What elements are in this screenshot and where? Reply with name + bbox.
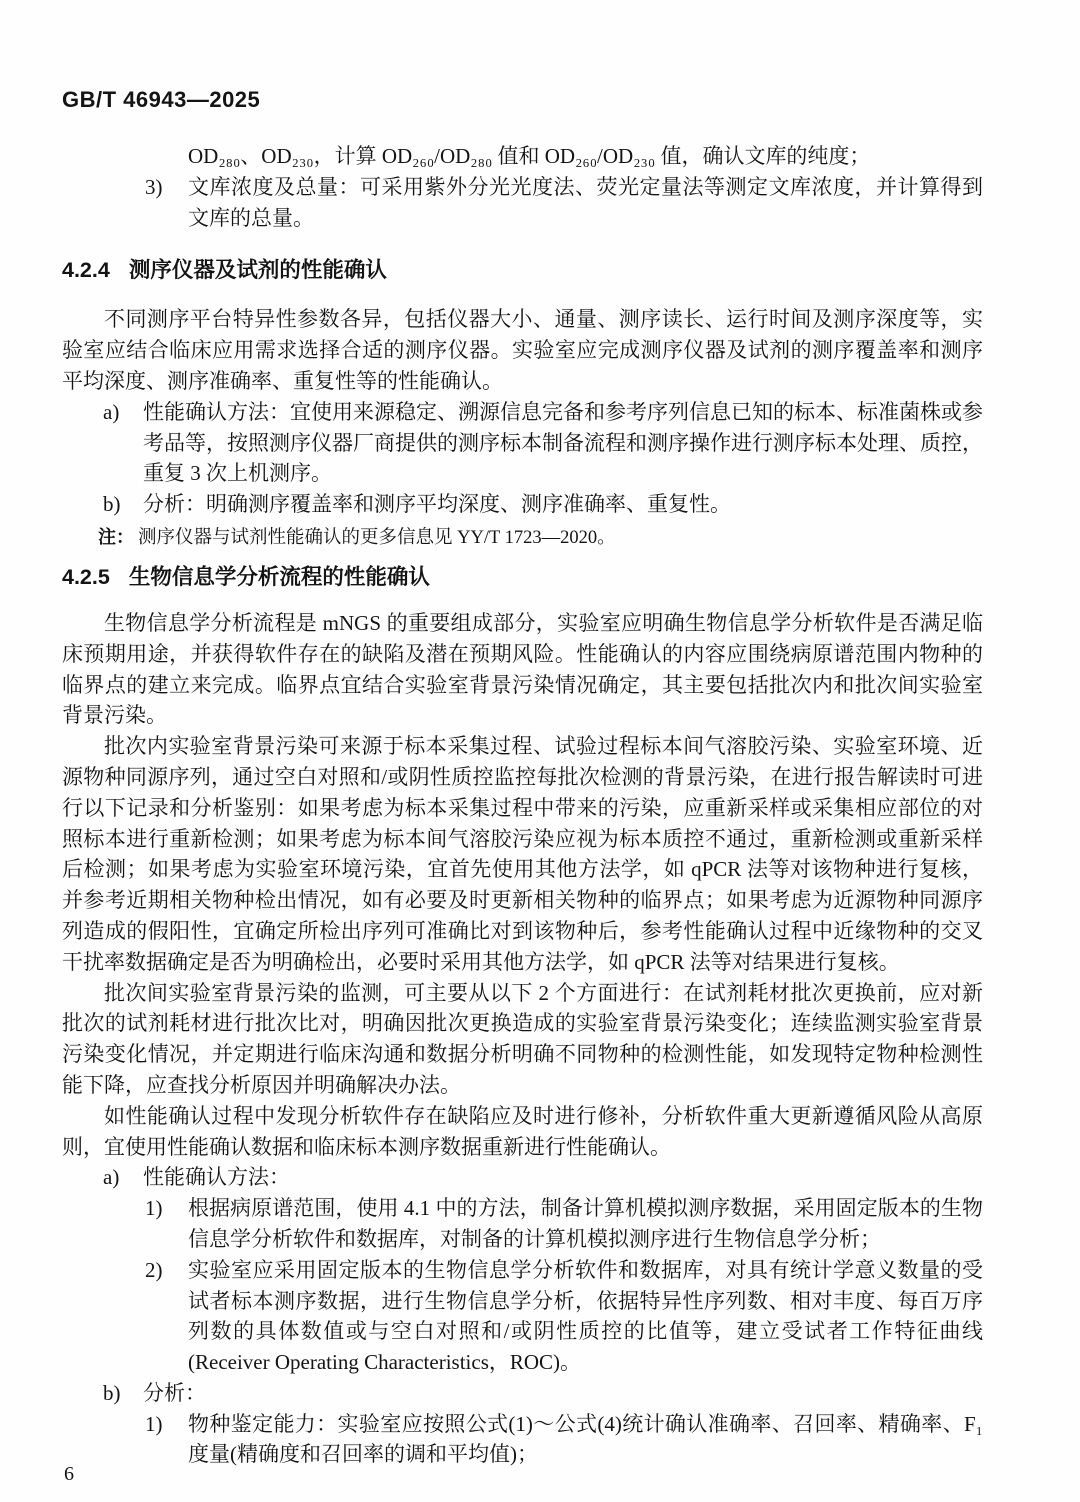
item-text: 根据病原谱范围，使用 4.1 中的方法，制备计算机模拟测序数据，采用固定版本的生物信息学分析软件和数据库，对制备的计算机模拟测序进行生物信息学分析； — [188, 1196, 983, 1251]
item-marker: 1) — [145, 1196, 163, 1221]
item-marker: 1) — [145, 1411, 163, 1436]
section-number: 4.2.4 — [62, 258, 110, 283]
numbered-item-3 — [62, 172, 983, 234]
item-marker: 2) — [145, 1257, 163, 1282]
paragraph: 如性能确认过程中发现分析软件存在缺陷应及时进行修补，分析软件重大更新遵循风险从高原则，宜使用性能确认数据和临床标本测序数据重新进行性能确认。 — [62, 1103, 983, 1159]
numbered-sub-item-1 — [62, 1193, 983, 1255]
item-marker: a) — [103, 1165, 120, 1190]
note-text: 测序仪器与试剂性能确认的更多信息见 YY/T 1723—2020。 — [138, 527, 616, 548]
item-text: 分析：明确测序覆盖率和测序平均深度、测序准确率、重复性。 — [143, 492, 731, 517]
item-text: 文库浓度及总量：可采用紫外分光光度法、荧光定量法等测定文库浓度，并计算得到文库的总量。 — [188, 174, 983, 230]
section-title: 测序仪器及试剂的性能确认 — [128, 258, 387, 283]
item-text: 性能确认方法： — [143, 1165, 290, 1190]
paragraph: 不同测序平台特异性参数各异，包括仪器大小、通量、测序读长、运行时间及测序深度等，实验室应结合临床应用需求选择合适的测序仪器。实验室应完成测序仪器及试剂的测序覆盖率和测序平均深度、测序准确率、重复性等的性能确认。 — [62, 307, 983, 393]
standard-number-header: GB/T 46943—2025 — [62, 87, 261, 112]
paragraph: 批次间实验室背景污染的监测，可主要从以下 2 个方面进行：在试剂耗材批次更换前，应对新批次的试剂耗材进行批次比对，明确因批次更换造成的实验室背景污染变化；连续监测实验室背景污染变化情况，并定期进行临床沟通和数据分析明确不同物种的检测性能，如发现特定物种检测性能下降，应查找分析原因并明确解决办法。 — [62, 980, 983, 1097]
item-marker: 3) — [145, 174, 163, 199]
lettered-item-b — [62, 1378, 983, 1409]
note — [62, 522, 983, 553]
paragraph: 批次内实验室背景污染可来源于标本采集过程、试验过程标本间气溶胶污染、实验室环境、近源物种同源序列，通过空白对照和/或阴性质控监控每批次检测的背景污染，在进行报告解读时可进行以下记录和分析鉴别：如果考虑为标本采集过程中带来的污染，应重新采样或采集相应部位的对照标本进行重新检测；如果考虑为标本间气溶胶污染应视为标本质控不通过，重新检测或重新采样后检测；如果考虑为实验室环境污染，宜首先使用其他方法学，如 qPCR 法等对该物种进行复核，并参考近期相关物种检出情况，如有必要及时更新相关物种的临界点；如果考虑为近源物种同源序列造成的假阳性，宜确定所检出序列可准确比对到该物种后，参考性能确认过程中近缘物种的交叉干扰率数据确定是否为明确检出，必要时采用其他方法学，如 qPCR 法等对结果进行复核。 — [62, 734, 983, 974]
item-text: 物种鉴定能力：实验室应按照公式(1)～公式(4)统计确认准确率、召回率、精确率、F₁ 度量(精确度和召回率的调和平均值)； — [188, 1411, 983, 1467]
page-number: 6 — [64, 1463, 74, 1485]
page-content — [62, 88, 983, 1470]
item-text: 性能确认方法：宜使用来源稳定、溯源信息完备和参考序列信息已知的标本、标准菌株或参考品等，按照测序仪器厂商提供的测序标本制备流程和测序操作进行测序标本处理、质控，重复 3 次上机测序。 — [143, 399, 983, 486]
lettered-item-a — [62, 1162, 983, 1193]
item-marker: b) — [103, 1380, 121, 1405]
lettered-item-b — [62, 489, 983, 520]
section-heading-4-2-5 — [62, 562, 983, 592]
item-marker: a) — [103, 399, 120, 424]
item-text: 实验室应采用固定版本的生物信息学分析软件和数据库，对具有统计学意义数量的受试者标本测序数据，进行生物信息学分析，依据特异性序列数、相对丰度、每百万序列数的具体数值或与空白对照和/或阴性质控的比值等，建立受试者工作特征曲线(Receiver Operating Characteristics，ROC)。 — [188, 1257, 983, 1375]
section-title: 生物信息学分析流程的性能确认 — [128, 564, 430, 589]
paragraph: 生物信息学分析流程是 mNGS 的重要组成部分，实验室应明确生物信息学分析软件是否满足临床预期用途，并获得软件存在的缺陷及潜在预期风险。性能确认的内容应围绕病原谱范围内物种的临界点的建立来完成。临界点宜结合实验室背景污染情况确定，其主要包括批次内和批次间实验室背景污染。 — [62, 610, 983, 728]
numbered-sub-item-1 — [62, 1409, 983, 1471]
section-heading-4-2-4 — [62, 255, 983, 285]
lettered-item-a — [62, 397, 983, 489]
note-label: 注： — [98, 526, 134, 547]
numbered-sub-item-2 — [62, 1255, 983, 1378]
carryover-list — [62, 141, 983, 233]
item-text: 分析： — [143, 1380, 206, 1405]
list-continuation-line: OD₂₈₀、OD₂₃₀，计算 OD₂₆₀/OD₂₈₀ 值和 OD₂₆₀/OD₂₃₀ 值，确认文库的纯度； — [188, 144, 871, 168]
item-marker: b) — [103, 492, 121, 517]
section-number: 4.2.5 — [62, 564, 110, 589]
